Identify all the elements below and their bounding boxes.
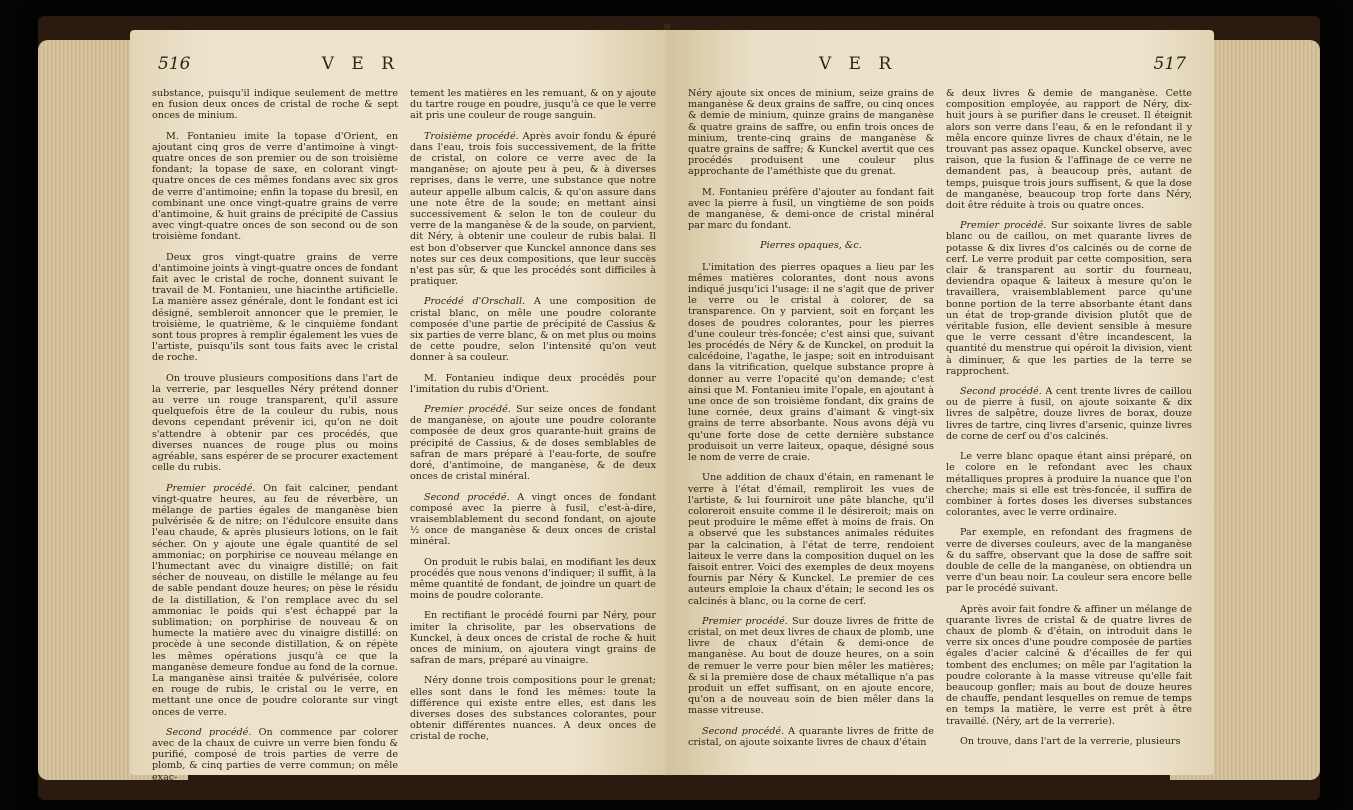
page-number: 516 [158,54,191,74]
paragraph [946,451,1192,518]
paragraph [946,736,1192,747]
paragraph-text: Néry donne trois compositions pour le grenat; elles sont dans le fond les mêmes: toute la différence qui existe entre elles, est dans les diverses doses des substances colorantes, pour obtenir différentes nuances. A deux onces de cristal de roche, [410,675,656,743]
procedure-label: Premier procédé. [166,482,256,494]
paragraph-text: A cent trente livres de caillou ou de pierre à fusil, on ajoute soixante & dix livres de salpêtre, douze livres de borax, douze livres de tartre, cinq livres d'arsenic, quinze livres de corne de cerf ou d'os calcinés. [946,386,1192,442]
running-title: V E R [321,54,400,74]
paragraph [410,557,656,602]
paragraph [688,262,934,464]
text-column [152,88,398,783]
paragraph-text: M. Fontanieu préfère d'ajouter au fondant fait avec la pierre à fusil, un vingtième de son poids de manganèse, & demi-once de cristal minéral par marc du fondant. [688,186,934,232]
procedure-label: Second procédé. [424,491,510,503]
paragraph-text: & deux livres & demie de manganèse. Cette composition employée, au rapport de Néry, dix-huit jours à se purifier dans le creuset. Il éteignit alors son verre dans l'eau, & en le refondant il y mêla encore quinze livres de chaux d'étain, ne le trouvant pas assez opaque. Kunckel observe, avec raison, que la fusion & l'affinage de ce verre ne demandent pas, à beaucoup près, autant de temps, puisque trois jours suffisent, & que la dose de manganèse, beaucoup trop forte dans Néry, doit être réduite à trois ou quatre onces. [946,88,1192,212]
paragraph-text: Sur seize onces de fondant de manganèse, on ajoute une poudre colorante composée de deux gros quarante-huit grains de précipité de Cassius, & de doses semblables de safran de mars préparé à l'eau-forte, de soufre doré, d'antimoine, de manganèse, & de deux onces de cristal minéral. [410,404,656,483]
paragraph [410,675,656,742]
section-heading: Pierres opaques, &c. [760,240,862,252]
paragraph-text: Après avoir fait fondre & affiner un mélange de quarante livres de cristal & de quatre livres de chaux de plomb & d'étain, on introduit dans le verre six onces d'une poudre composée de parties égales d'acier calciné & d'écailles de fer qui tombent des enclumes; on mêle par l'agitation la poudre colorante à la masse vitreuse qu'elle fait beaucoup gonfler; mais au bout de douze heures de chauffe, pendant lesquelles on remue de temps en temps la matière, le verre est prêt à être travaillé. (Néry, art de la verrerie). [946,603,1192,727]
text-column [410,88,656,765]
paragraph [152,727,398,783]
paragraph [410,296,656,363]
paragraph-text: Le verre blanc opaque étant ainsi préparé, on le colore en le refondant avec les chaux métalliques propres à produire la nuance que l'on cherche; mais si elle est très-foncée, il suffira de combiner à fortes doses les diverses substances colorantes, avec le verre ordinaire. [946,451,1192,519]
paragraph-text: On trouve plusieurs compositions dans l'art de la verrerie, par lesquelles Néry prétend donner au verre un rouge transparent, qu'il assure quelquefois être de la couleur du rubis, nous devons cependant prévenir ici, qu'on ne doit s'attendre à obtenir par ces procédés, que diverses nuances de rouge plus ou moins agréable, sans espérer de se procurer exactement celle du rubis. [152,372,398,474]
paragraph-text: A quarante livres de fritte de cristal, on ajoute soixante livres de chaux d'étain [688,725,934,748]
paragraph [410,492,656,548]
paragraph [688,187,934,232]
paragraph-text: A vingt onces de fondant composé avec la pierre à fusil, c'est-à-dire, vraisemblablement du second fondant, on ajoute ½ once de manganèse & deux onces de cristal minéral. [410,491,656,548]
paragraph [152,373,398,474]
page-number: 517 [1153,54,1186,74]
paragraph-text: Après avoir fondu & épuré dans l'eau, trois fois successivement, de la fritte de cristal, on colore ce verre avec de la manganèse; on ajoute peu à peu, & à diverses reprises, dans le verre, une substance que notre auteur appelle album calcis, & qu'on assure dans une note être de la soude; en mettant ainsi successivement & selon le ton de couleur du verre de la manganèse & de la soude, on parvient, dit Néry, à obtenir une couleur de rubis balai. Il est bon d'observer que Kunckel annonce dans ses notes sur ces deux compositions, que leur succès n'est pas sûr, & que les procédés sont difficiles à pratiquer. [410,130,656,288]
procedure-label: Second procédé. [960,386,1042,398]
procedure-label: Second procédé. [166,726,252,738]
paragraph [688,88,934,178]
paragraph-text: On produit le rubis balai, en modifiant les deux procédés que nous venons d'indiquer; il suffit, à la même quantité de fondant, de joindre un quart de moins de poudre colorante. [410,556,656,602]
left-page [130,30,678,783]
paragraph-text: On commence par colorer avec de la chaux de cuivre un verre bien fondu & purifié, composé de trois parties de verre de plomb, & cinq parties de verre commun; on mêle exac- [152,726,398,783]
paragraph-text: M. Fontanieu imite la topase d'Orient, en ajoutant cinq gros de verre d'antimoine à vingt-quatre onces de son premier ou de son troisième fondant; la topase de saxe, en colorant vingt-quatre onces de ces mêmes fondans avec six gros de verre d'antimoine; enfin la topase du bresil, en combinant une once vingt-quatre grains de verre d'antimoine, & huit grains de précipité de Cassius avec vingt-quatre onces de son second ou de son troisième fondant. [152,130,398,243]
paragraph-text: On fait calciner, pendant vingt-quatre heures, au feu de réverbère, un mélange de parties égales de manganèse bien pulvérisée & de nitre; on l'édulcore ensuite dans l'eau chaude, & après plusieurs lotions, on le fait sécher. On y ajoute une égale quantité de sel ammoniac; on porphirise ce nouveau mélange en l'humectant avec du vinaigre distillé; on fait sécher de nouveau, on distille le mélange au feu de sable pendant douze heures; on pèse le résidu de la distillation, & l'on remplace avec du sel ammoniac le poids qui s'est échappé par la sublimation; on porphirise de nouveau & on humecte la matière avec du vinaigre distillé: on procède à une seconde distillation, & on répète les mêmes opérations jusqu'à ce que la manganèse demeure fondue au fond de la cornue. La manganèse ainsi traitée & pulvérisée, colore en rouge de rubis, le cristal ou le verre, en mettant une once de poudre colorante sur vingt onces de verre. [152,482,398,718]
paragraph-text: A une composition de cristal blanc, on mêle une poudre colorante composée d'une partie de précipité de Cassius & six parties de verre blanc, & on met plus ou moins de cette poudre, selon l'intensité qu'on veut donner à sa couleur. [410,296,656,364]
paragraph-text: L'imitation des pierres opaques a lieu par les mêmes matières colorantes, dont nous avons indiqué jusqu'ici l'usage: il ne s'agit que de priver le verre ou le cristal à colorer, de sa transparence. On y parvient, soit en forçant les doses de poudres colorantes, pour les pierres d'une couleur très-foncée; c'est ainsi que, suivant les procédés de Néry & de Kunckel, on produit la calcédoine, l'agathe, le jaspe; soit en introduisant dans la vitrification, quelque substance propre à donner au verre l'opacité qu'on demande; c'est ainsi que M. Fontanieu imite l'opale, en ajoutant à une once de son troisième fondant, dix grains de lune cornée, deux grains d'aimant & vingt-six grains de terre absorbante. Nous avons déjà vu qu'une forte dose de cette dernière substance produisoit un verre laiteux, opaque, désigné sous le nom de verre de craie. [688,261,934,464]
text-column [688,88,934,765]
procedure-label: Second procédé. [702,725,785,737]
paragraph [946,220,1192,377]
paragraph-text: Deux gros vingt-quatre grains de verre d'antimoine joints à vingt-quatre onces de fondant fait avec le cristal de roche, donnent suivant le travail de M. Fontanieu, une hiacinthe artificielle. La manière assez générale, dont le fondant est ici désigné, sembleroit annoncer que le premier, le troisième, le quatrième, & le cinquième fondant sont tous propres à remplir également les vues de l'artiste, puisqu'ils sont tous faits avec le cristal de roche. [152,251,398,364]
paragraph [152,131,398,243]
paragraph-text: Néry ajoute six onces de minium, seize grains de manganèse & deux grains de saffre, ou cinq onces & demie de minium, quinze grains de manganèse & quatre grains de saffre, ou enfin trois onces de minium, trente-cinq grains de manganèse & quatre grains de saffre; & Kunckel avertit que ces procédés produisent une couleur plus approchante de l'améthiste que du grenat. [688,88,934,178]
paragraph [410,131,656,288]
paragraph [410,373,656,395]
paragraph [688,472,934,606]
procedure-label: Premier procédé. [960,220,1047,232]
procedure-label: Premier procédé. [424,404,511,416]
paragraph [688,726,934,748]
paragraph [946,386,1192,442]
paragraph [946,88,1192,211]
procedure-label: Troisième procédé. [424,130,519,142]
paragraph [946,604,1192,727]
paragraph-text: substance, puisqu'il indique seulement de mettre en fusion deux onces de cristal de roche & sept onces de minium. [152,88,398,122]
paragraph [688,616,934,717]
paragraph-text: tement les matières en les remuant, & on y ajoute du tartre rouge en poudre, jusqu'à ce que le verre ait pris une couleur de rouge sanguin. [410,88,656,122]
paragraph-text: On trouve, dans l'art de la verrerie, plusieurs [960,735,1181,747]
paragraph [946,527,1192,594]
paragraph [410,88,656,122]
left-page-header [158,54,650,84]
paragraph-text: Une addition de chaux d'étain, en ramenant le verre à l'état d'émail, rempliroit les vues de l'artiste, & lui fourniroit une pâte blanche, qu'il coloreroit ensuite comme il le désireroit; mais on peut produire le même effet à moins de frais. On a observé que les substances animales réduites par la calcination, à l'état de terre, rendoient laiteux le verre dans la composition duquel on les faisoit entrer. Voici des exemples de deux moyens fournis par Néry & Kunckel. Le premier de ces auteurs emploie la chaux d'étain; le second les os calcinés à blanc, ou la corne de cerf. [688,472,934,607]
paragraph-text: Par exemple, en refondant des fragmens de verre de diverses couleurs, avec de la manganèse & du saffre, observant que la dose de saffre soit double de celle de la manganèse, on obtiendra un verre d'un beau noir. La couleur sera encore belle par le procédé suivant. [946,527,1192,595]
procedure-label: Procédé d'Orschall. [424,296,526,308]
paragraph-text: Sur douze livres de fritte de cristal, on met deux livres de chaux de plomb, une livre de chaux d'étain & demi-once de manganèse. Au bout de douze heures, on a soin de remuer le verre pour bien mêler les matières; & si la première dose de chaux métallique n'a pas produit un effet suffisant, on en ajoute encore, qu'on a de nouveau soin de bien mêler dans la masse vitreuse. [688,615,935,717]
paragraph-text: En rectifiant le procédé fourni par Néry, pour imiter la chrisolite, par les observations de Kunckel, à deux onces de cristal de roche & huit onces de minium, on ajoutera vingt grains de safran de mars, préparé au vinaigre. [410,610,656,667]
paragraph [152,88,398,122]
running-title: V E R [819,54,898,74]
text-column [946,88,1192,765]
right-page-header [694,54,1186,84]
paragraph [152,483,398,718]
paragraph-text: Sur soixante livres de sable blanc ou de caillou, on met quarante livres de potasse & dix livres d'os calcinés ou de corne de cerf. Le verre produit par cette composition, sera clair & transparent au sortir du fourneau, deviendra opaque & laiteux à mesure qu'on le travaillera, vraisemblablement parce qu'une bonne portion de la terre absorbante étant dans un état de trop-grande division plutôt que de véritable fusion, elle devient sensible à mesure que le verre cessant d'être incandescent, la quantité du menstrue qui opéroit la division, vient à diminuer, & que les parties de la terre se rapprochent. [946,220,1192,377]
paragraph [410,610,656,666]
paragraph [152,252,398,364]
paragraph [410,404,656,482]
procedure-label: Premier procédé. [702,615,788,627]
paragraph-text: M. Fontanieu indique deux procédés pour l'imitation du rubis d'Orient. [410,372,656,395]
right-page [666,30,1214,775]
